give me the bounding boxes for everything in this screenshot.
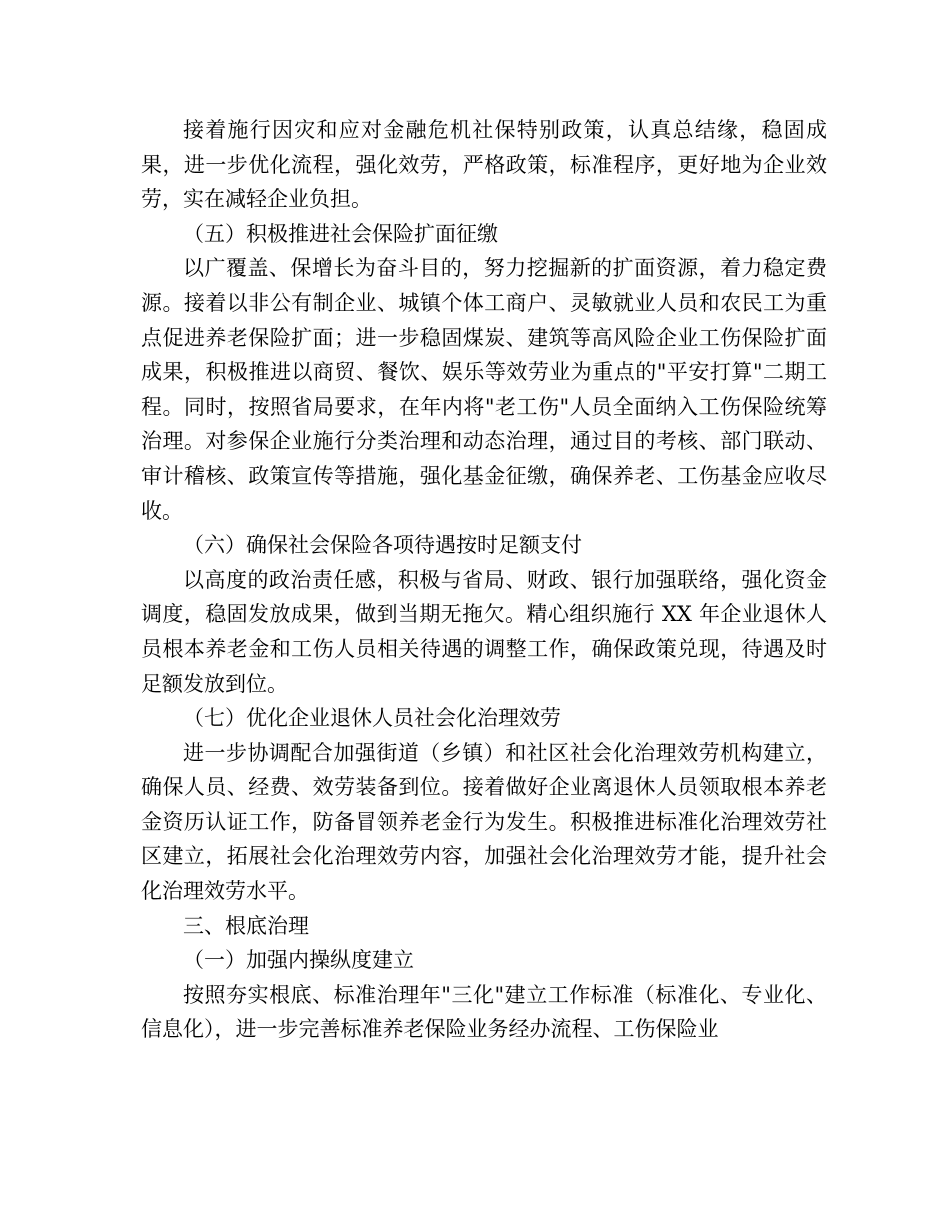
paragraph-coverage-expansion: 以广覆盖、保增长为奋斗目的，努力挖掘新的扩面资源，着力稳定费源。接着以非公有制企业、城镇个体工商户、灵敏就业人员和农民工为重点促进养老保险扩面；进一步稳固煤炭、建筑等高风险企业工伤保险扩面成果，积极推进以商贸、餐饮、娱乐等效劳业为重点的"平安打算"二期工程。同时，按照省局要求，在年内将"老工伤"人员全面纳入工伤保险统筹治理。对参保企业施行分类治理和动态治理，通过目的考核、部门联动、审计稽核、政策宣传等措施，强化基金征缴，确保养老、工伤基金应收尽收。	[141, 256, 827, 523]
paragraph-benefit-policy: 接着施行因灾和应对金融危机社保特别政策，认真总结缘，稳固成果，进一步优化流程，强化效劳，严格政策，标准程序，更好地为企业效劳，实在减轻企业负担。	[141, 118, 827, 212]
section-heading-5: （五）积极推进社会保险扩面征缴	[183, 221, 498, 246]
chapter-heading-3: 三、根底治理	[183, 913, 309, 938]
section-heading-6: （六）确保社会保险各项待遇按时足额支付	[183, 533, 582, 558]
paragraph-benefit-payment: 以高度的政治责任感，积极与省局、财政、银行加强联络，强化资金调度，稳固发放成果，做到当期无拖欠。精心组织施行 XX 年企业退休人员根本养老金和工伤人员相关待遇的调整工作，确保政策兑现，待遇及时足额发放到位。	[141, 567, 827, 696]
section-heading-1: （一）加强内操纵度建立	[183, 948, 414, 973]
paragraph-internal-control: 按照夯实根底、标准治理年"三化"建立工作标准（标准化、专业化、信息化），进一步完善标准养老保险业务经办流程、工伤保险业	[141, 982, 827, 1042]
document-page	[141, 113, 827, 1047]
paragraph-retiree-service: 进一步协调配合加强街道（乡镇）和社区社会化治理效劳机构建立，确保人员、经费、效劳装备到位。接着做好企业离退休人员领取根本养老金资历认证工作，防备冒领养老金行为发生。积极推进标准化治理效劳社区建立，拓展社会化治理效劳内容，加强社会化治理效劳才能，提升社会化治理效劳水平。	[141, 740, 827, 904]
section-heading-7: （七）优化企业退休人员社会化治理效劳	[183, 706, 561, 731]
